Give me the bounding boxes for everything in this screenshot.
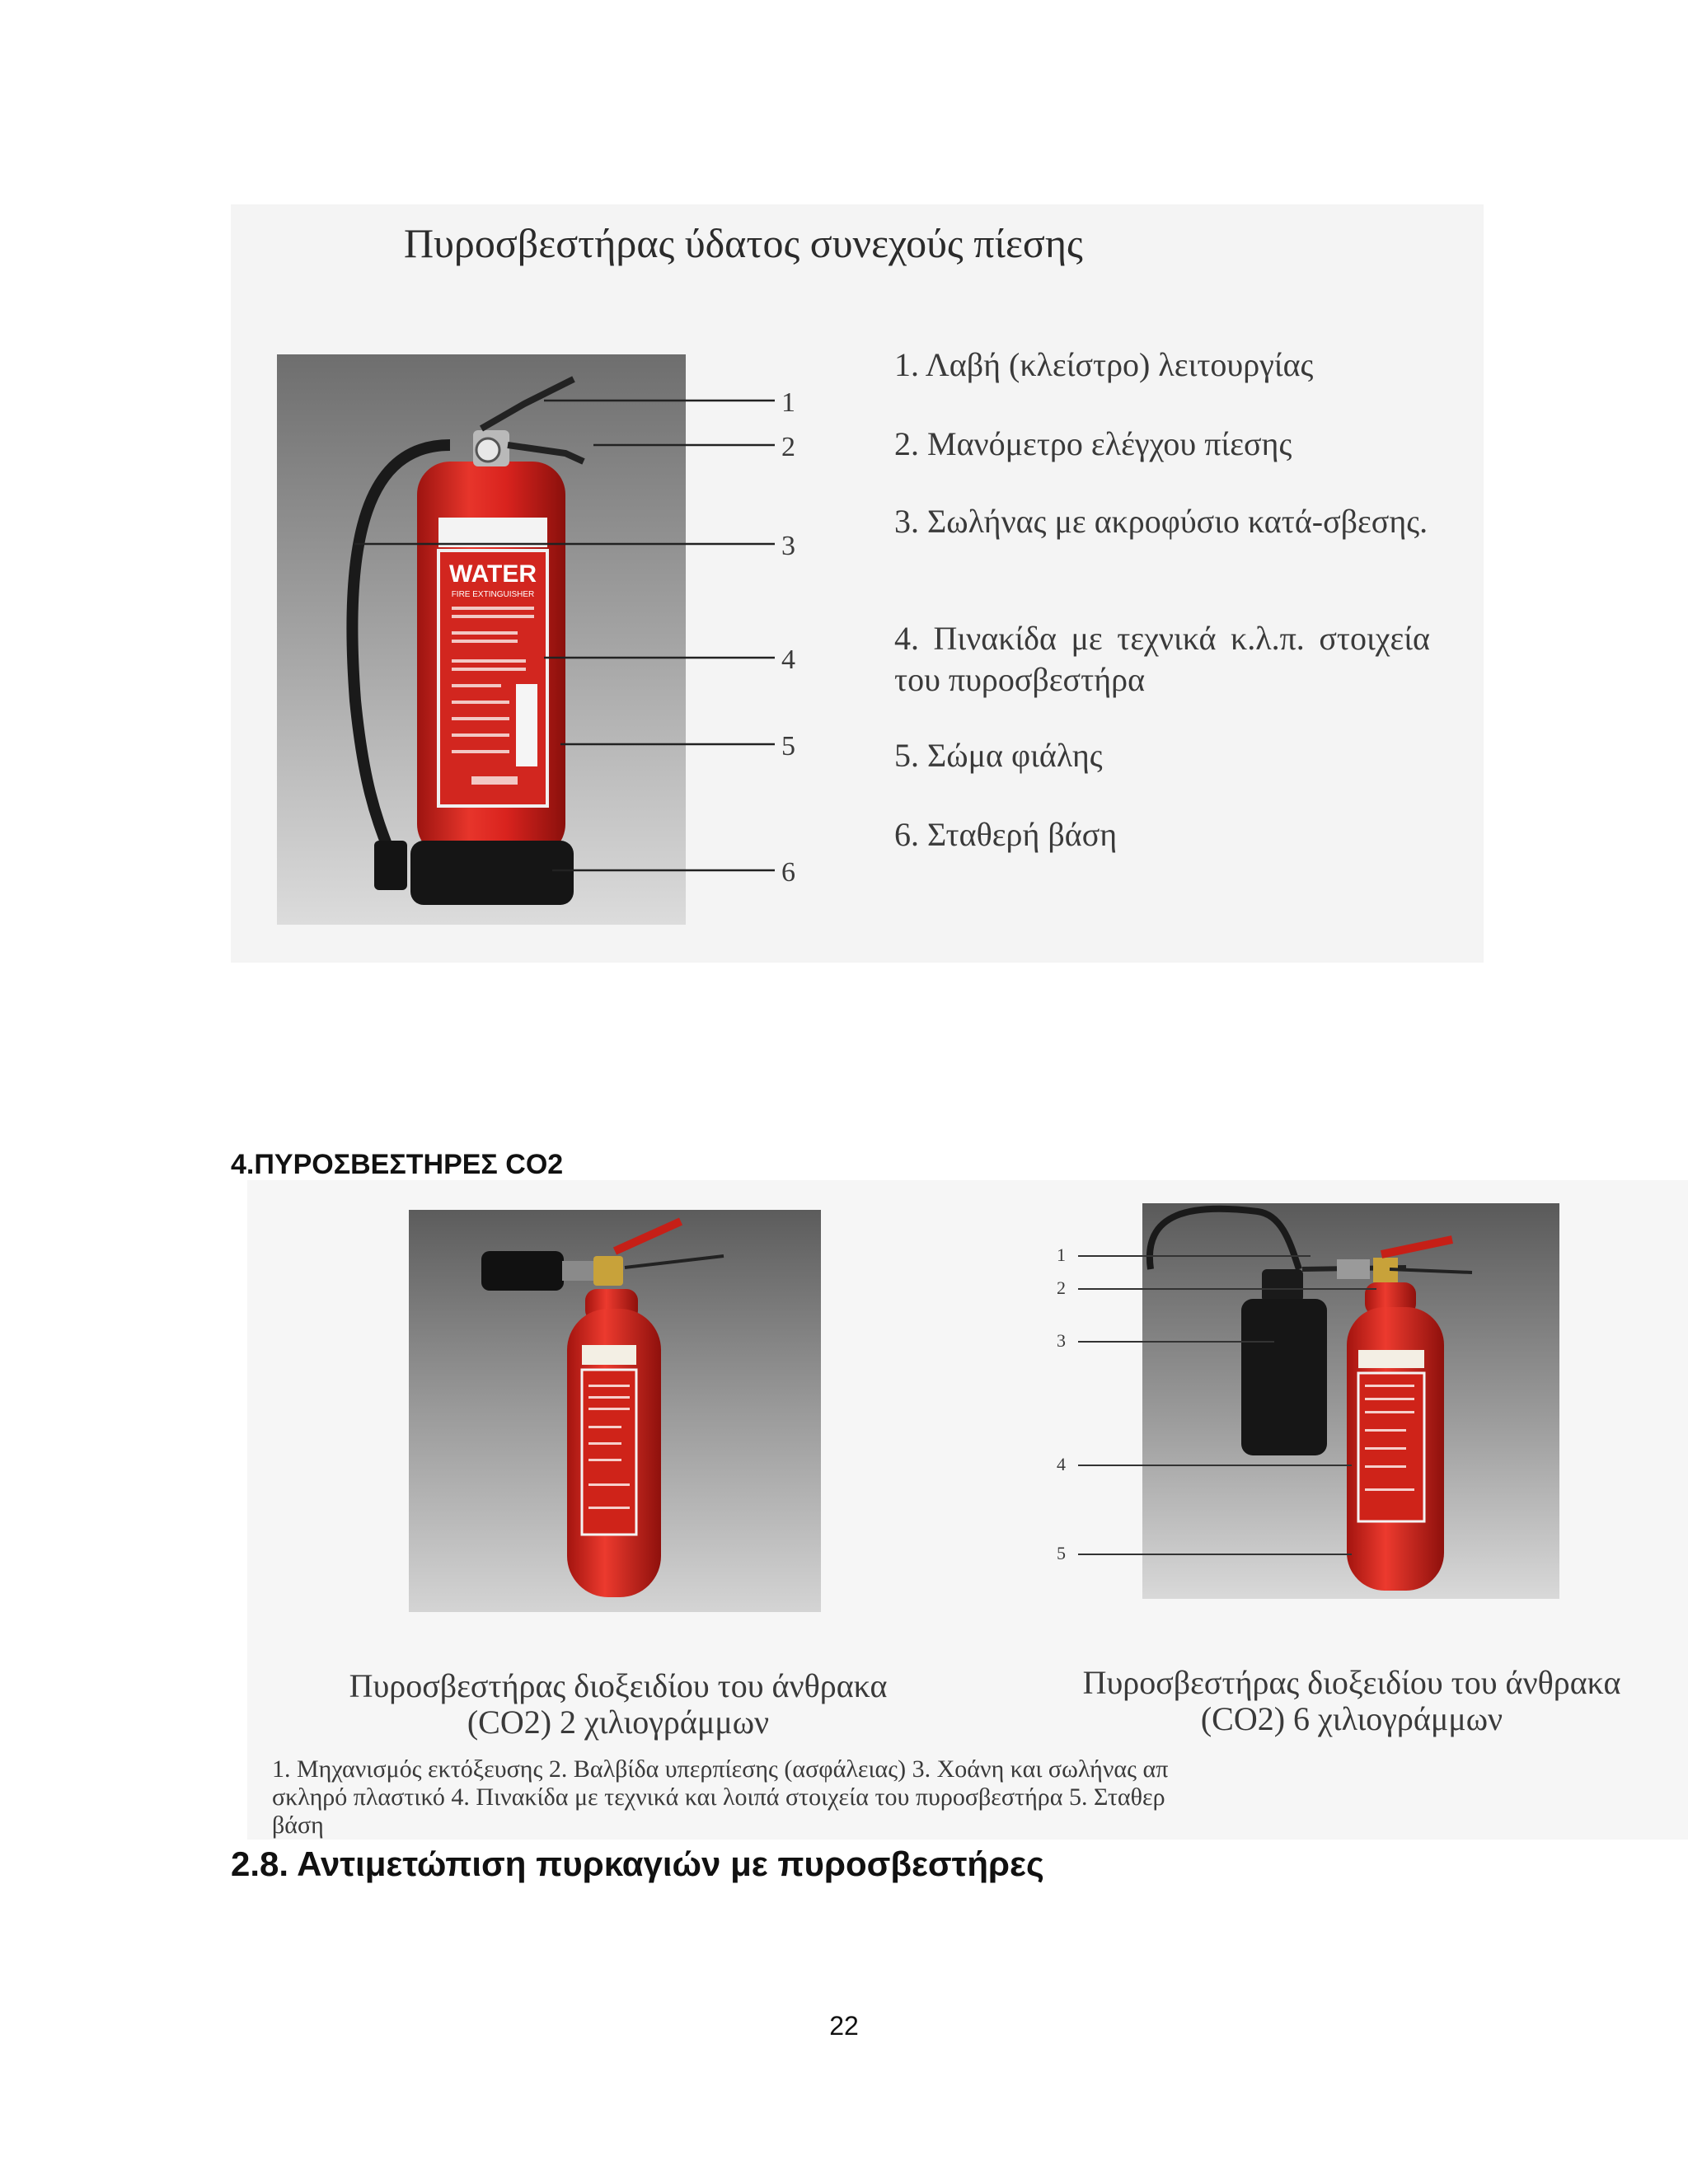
callout-number: 4 [781,644,795,675]
parts-list-item: 2. Μανόμετρο ελέγχου πίεσης [894,425,1292,462]
description-line: 1. Μηχανισμός εκτόξευσης 2. Βαλβίδα υπερπίεσης (ασφάλειας) 3. Χοάνη και σωλήνας απ [272,1755,1169,1783]
co2-callout-leader-lines [247,1180,1688,1840]
caption-6kg: Πυροσβεστήρας διοξειδίου του άνθρακα (CO2) 6 χιλιογράμμων [1082,1664,1621,1737]
callout-number: 5 [781,731,795,762]
co2-callout-number: 5 [1057,1543,1066,1563]
callout-number: 6 [781,857,795,888]
parts-list-item: 4. Πινακίδα με τεχνικά κ.λ.π. στοιχεία του πυροσβεστήρα [894,620,1430,698]
callout-number: 1 [781,387,795,418]
co2-parts-description [272,1755,1688,1840]
co2-callout-number: 3 [1057,1330,1066,1351]
section-heading: 2.8. Αντιμετώπιση πυρκαγιών με πυροσβεστήρες [231,1844,1044,1883]
parts-list-item: 5. Σώμα φιάλης [894,737,1103,774]
co2-callout-number: 4 [1057,1454,1066,1474]
figure-title: Πυροσβεστήρας ύδατος συνεχούς πίεσης [404,220,1083,266]
label-subtext: FIRE EXTINGUISHER [451,590,535,599]
co2-callout-number: 2 [1057,1277,1066,1298]
label-water-text: WATER [448,560,537,588]
callout-number: 3 [781,531,795,561]
parts-list-item: 1. Λαβή (κλείστρο) λειτουργίας [894,346,1314,383]
description-line: βάση [272,1811,324,1839]
co2-extinguishers-figure [247,1180,1688,1840]
page-number: 22 [829,2011,859,2041]
water-extinguisher-figure [231,204,1484,963]
parts-list-item: 3. Σωλήνας με ακροφύσιο κατά-σβεσης. [894,503,1428,540]
description-line: σκληρό πλαστικό 4. Πινακίδα με τεχνικά και λοιπά στοιχεία του πυροσβεστήρα 5. Σταθερ [272,1783,1165,1811]
co2-heading: 4.ΠΥΡΟΣΒΕΣΤΗΡΕΣ CO2 [231,1149,564,1180]
parts-list-item: 6. Σταθερή βάση [894,816,1118,853]
caption-2kg: Πυροσβεστήρας διοξειδίου του άνθρακα (CO2) 2 χιλιογράμμων [349,1667,888,1741]
co2-callout-number: 1 [1057,1244,1066,1265]
callout-number: 2 [781,432,795,462]
